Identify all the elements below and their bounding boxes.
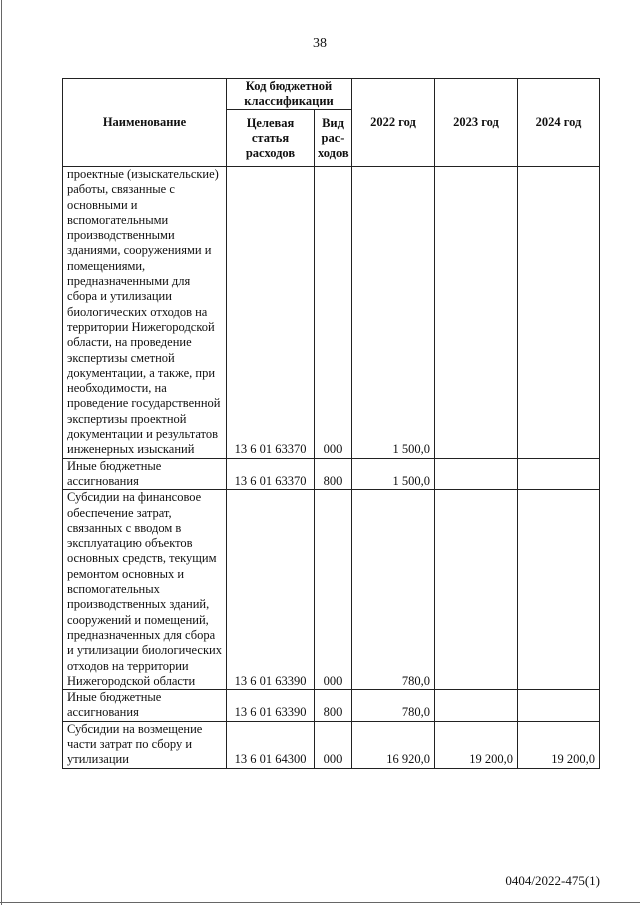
row-name: Субсидии на финансовое обеспечение затрат, связанных с вводом в эксплуатацию объектов основных средств, текущим ремонтом основных и вспомогательных производственных зданий, сооружений и помещений, предназначенных для сбора и утилизации биологических отходов на территории Нижегородской области: [63, 490, 227, 690]
header-2023: 2023 год: [435, 79, 518, 167]
row-target-article: 13 6 01 64300: [227, 721, 315, 768]
row-expense-type: 000: [315, 490, 352, 690]
row-expense-type: 800: [315, 690, 352, 722]
row-2024: 19 200,0: [518, 721, 600, 768]
budget-table: [62, 78, 600, 769]
row-2022: 780,0: [352, 690, 435, 722]
table-row: [63, 490, 600, 690]
table-row: [63, 690, 600, 722]
header-code-group: Код бюджетной классификации: [227, 79, 352, 110]
row-name: проектные (изыскательские) работы, связанные с основными и вспомогательными производственными зданиями, сооружениями и помещениями, предназначенными для сбора и утилизации биологических отходов на территории Нижегородской области, на проведение экспертизы сметной документации, а также, при необходимости, на проведение государственной экспертизы проектной документации и результатов инженерных изысканий: [63, 167, 227, 459]
page-number: 38: [313, 36, 327, 51]
row-2023: [435, 458, 518, 490]
header-2022: 2022 год: [352, 79, 435, 167]
row-target-article: 13 6 01 63390: [227, 490, 315, 690]
row-target-article: 13 6 01 63390: [227, 690, 315, 722]
row-expense-type: 000: [315, 721, 352, 768]
scan-bottom-edge: [0, 902, 640, 903]
scan-left-edge: [1, 0, 2, 905]
row-name: Иные бюджетные ассигнования: [63, 458, 227, 490]
row-expense-type: 800: [315, 458, 352, 490]
header-target-article: Целевая статья расходов: [227, 110, 315, 167]
table-row: [63, 721, 600, 768]
table-header: [63, 79, 600, 167]
row-2023: [435, 167, 518, 459]
table-row: [63, 458, 600, 490]
row-2023: [435, 690, 518, 722]
row-expense-type: 000: [315, 167, 352, 459]
row-2024: [518, 167, 600, 459]
row-2024: [518, 690, 600, 722]
row-2022: 780,0: [352, 490, 435, 690]
row-2022: 16 920,0: [352, 721, 435, 768]
row-name: Субсидии на возмещение части затрат по сбору и утилизации: [63, 721, 227, 768]
header-name: Наименование: [63, 79, 227, 167]
table-row: [63, 167, 600, 459]
header-expense-type: Вид рас-ходов: [315, 110, 352, 167]
header-2024: 2024 год: [518, 79, 600, 167]
row-2023: [435, 490, 518, 690]
row-name: Иные бюджетные ассигнования: [63, 690, 227, 722]
row-2024: [518, 458, 600, 490]
document-code: 0404/2022-475(1): [505, 873, 600, 888]
row-2022: 1 500,0: [352, 167, 435, 459]
row-target-article: 13 6 01 63370: [227, 167, 315, 459]
row-target-article: 13 6 01 63370: [227, 458, 315, 490]
row-2024: [518, 490, 600, 690]
row-2022: 1 500,0: [352, 458, 435, 490]
row-2023: 19 200,0: [435, 721, 518, 768]
